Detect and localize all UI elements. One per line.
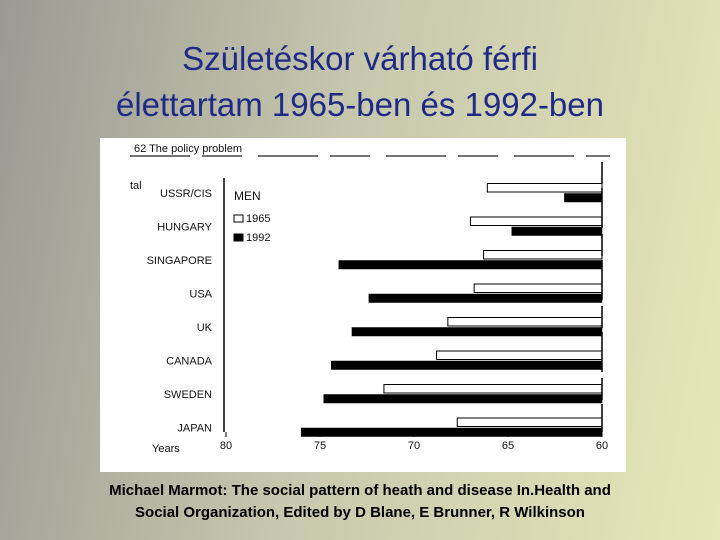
slide-title-line-1: Születéskor várható férfi	[182, 40, 538, 77]
bar-usa-1965	[474, 284, 602, 293]
caption-line-1: Michael Marmot: The social pattern of heath and disease In.Health and	[109, 482, 611, 499]
legend-title: MEN	[234, 189, 261, 203]
x-tick-label-75: 75	[313, 440, 327, 452]
x-tick-label-60: 60	[595, 440, 609, 452]
category-label-usa: USA	[189, 288, 212, 301]
bar-ussr-cis-1992	[564, 194, 602, 203]
chart-image	[100, 138, 626, 472]
bar-uk-1965	[448, 318, 602, 327]
bar-japan-1992	[301, 428, 602, 437]
bar-canada-1965	[437, 351, 602, 360]
bar-sweden-1992	[324, 395, 602, 404]
bar-hungary-1965	[470, 217, 602, 226]
x-axis-label: Years	[152, 443, 180, 455]
bar-singapore-1992	[339, 261, 602, 270]
bar-ussr-cis-1965	[487, 184, 602, 193]
category-labels	[147, 188, 213, 435]
category-label-uk: UK	[196, 321, 212, 334]
category-label-singapore: SINGAPORE	[146, 254, 212, 267]
category-label-hungary: HUNGARY	[157, 221, 212, 234]
bar-japan-1965	[457, 418, 602, 427]
bar-singapore-1965	[484, 251, 602, 260]
chart-header-text: 62 The policy problem	[134, 143, 243, 155]
x-tick-label-65: 65	[501, 440, 515, 452]
slide-title	[0, 36, 720, 128]
category-label-ussr-cis: USSR/CIS	[160, 187, 212, 200]
legend-label-1965: 1965	[246, 213, 271, 225]
category-label-canada: CANADA	[166, 355, 212, 368]
category-label-japan: JAPAN	[177, 422, 212, 435]
bar-sweden-1965	[384, 385, 602, 394]
left-margin-fragment: tal	[130, 180, 142, 192]
bar-canada-1992	[331, 361, 602, 370]
x-tick-label-80: 80	[219, 440, 233, 452]
legend-swatch-1965	[234, 215, 243, 222]
legend-swatch-1992	[234, 234, 243, 241]
slide-title-line-2: élettartam 1965-ben és 1992-ben	[115, 86, 604, 123]
x-tick-label-70: 70	[407, 440, 421, 452]
caption-line-2: Social Organization, Edited by D Blane, E Brunner, R Wilkinson	[135, 504, 585, 521]
chart-legend	[234, 189, 270, 244]
life-expectancy-bar-chart	[100, 138, 626, 472]
legend-label-1992: 1992	[246, 232, 271, 244]
source-caption	[20, 480, 700, 524]
category-label-sweden: SWEDEN	[163, 388, 212, 401]
bar-uk-1992	[352, 328, 602, 337]
bar-usa-1992	[369, 294, 602, 303]
bar-hungary-1992	[512, 227, 602, 236]
bar-marks	[301, 184, 602, 437]
